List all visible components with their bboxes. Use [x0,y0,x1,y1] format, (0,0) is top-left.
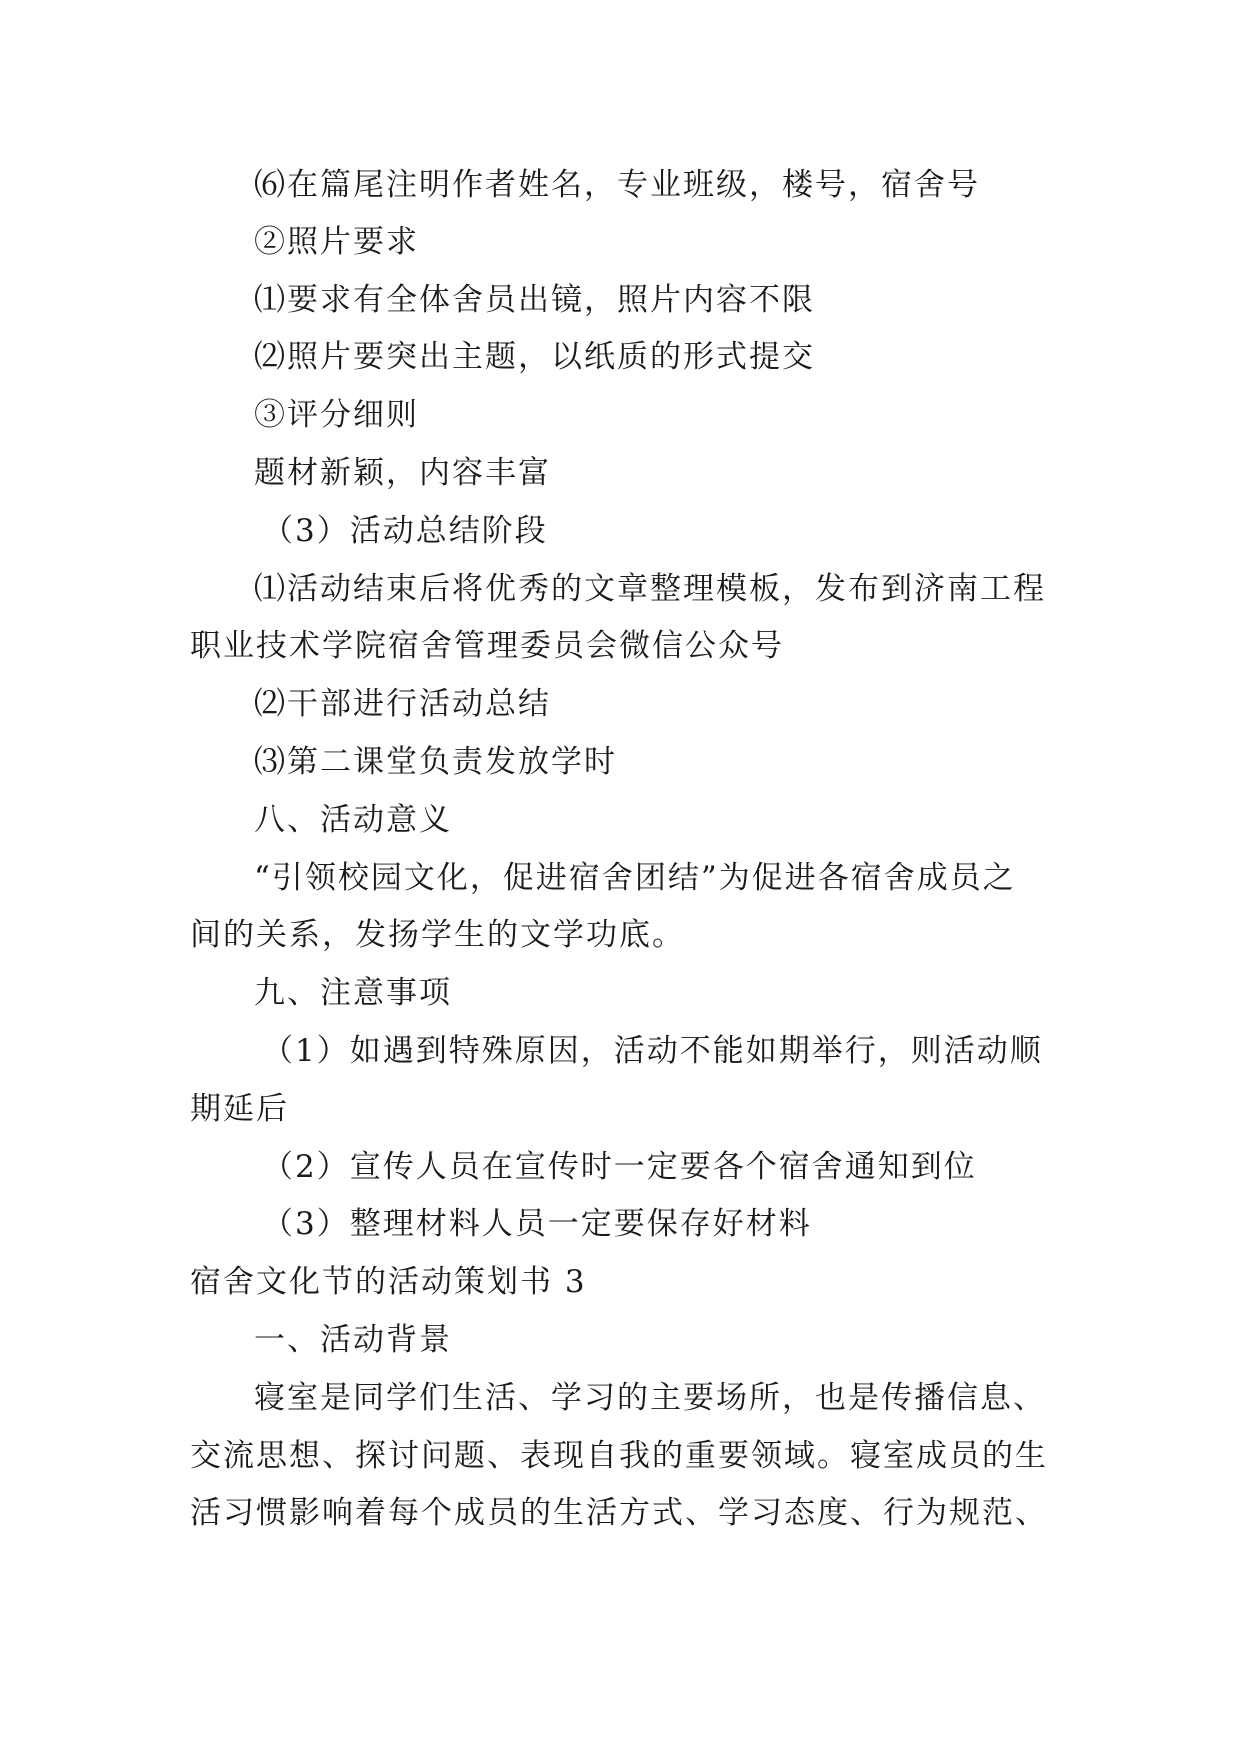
text-line: 交流思想、探讨问题、表现自我的重要领域。寝室成员的生 [190,1438,1048,1474]
section-heading: 八、活动意义 [254,802,452,838]
text-line: 寝室是同学们生活、学习的主要场所，也是传播信息、 [254,1380,1046,1416]
text-line: 职业技术学院宿舍管理委员会微信公众号 [190,628,784,664]
text-line: （2）宣传人员在宣传时一定要各个宿舍通知到位 [262,1149,977,1185]
text-line: ⑴活动结束后将优秀的文章整理模板，发布到济南工程 [254,571,1046,607]
document-title: 宿舍文化节的活动策划书 3 [190,1264,587,1300]
text-line: （3）整理材料人员一定要保存好材料 [262,1206,812,1242]
text-line: （3）活动总结阶段 [262,513,548,549]
text-line: ⑹在篇尾注明作者姓名，专业班级，楼号，宿舍号 [254,167,980,203]
text-line: ⑵照片要突出主题，以纸质的形式提交 [254,339,815,375]
text-line: ⑵干部进行活动总结 [254,686,551,722]
text-line: （1）如遇到特殊原因，活动不能如期举行，则活动顺 [262,1033,1043,1069]
text-line: ③评分细则 [254,397,419,433]
text-line: 间的关系，发扬学生的文学功底。 [190,917,685,953]
text-line: ⑶第二课堂负责发放学时 [254,744,617,780]
section-heading: 一、活动背景 [254,1322,452,1358]
text-line: “引领校园文化，促进宿舍团结”为促进各宿舍成员之 [254,860,1016,896]
text-line: 题材新颖，内容丰富 [254,455,551,491]
section-heading: 九、注意事项 [254,975,452,1011]
text-line: ⑴要求有全体舍员出镜，照片内容不限 [254,282,815,318]
text-line: 活习惯影响着每个成员的生活方式、学习态度、行为规范、 [190,1495,1048,1531]
text-line: 期延后 [190,1091,289,1127]
text-line: ②照片要求 [254,224,419,260]
